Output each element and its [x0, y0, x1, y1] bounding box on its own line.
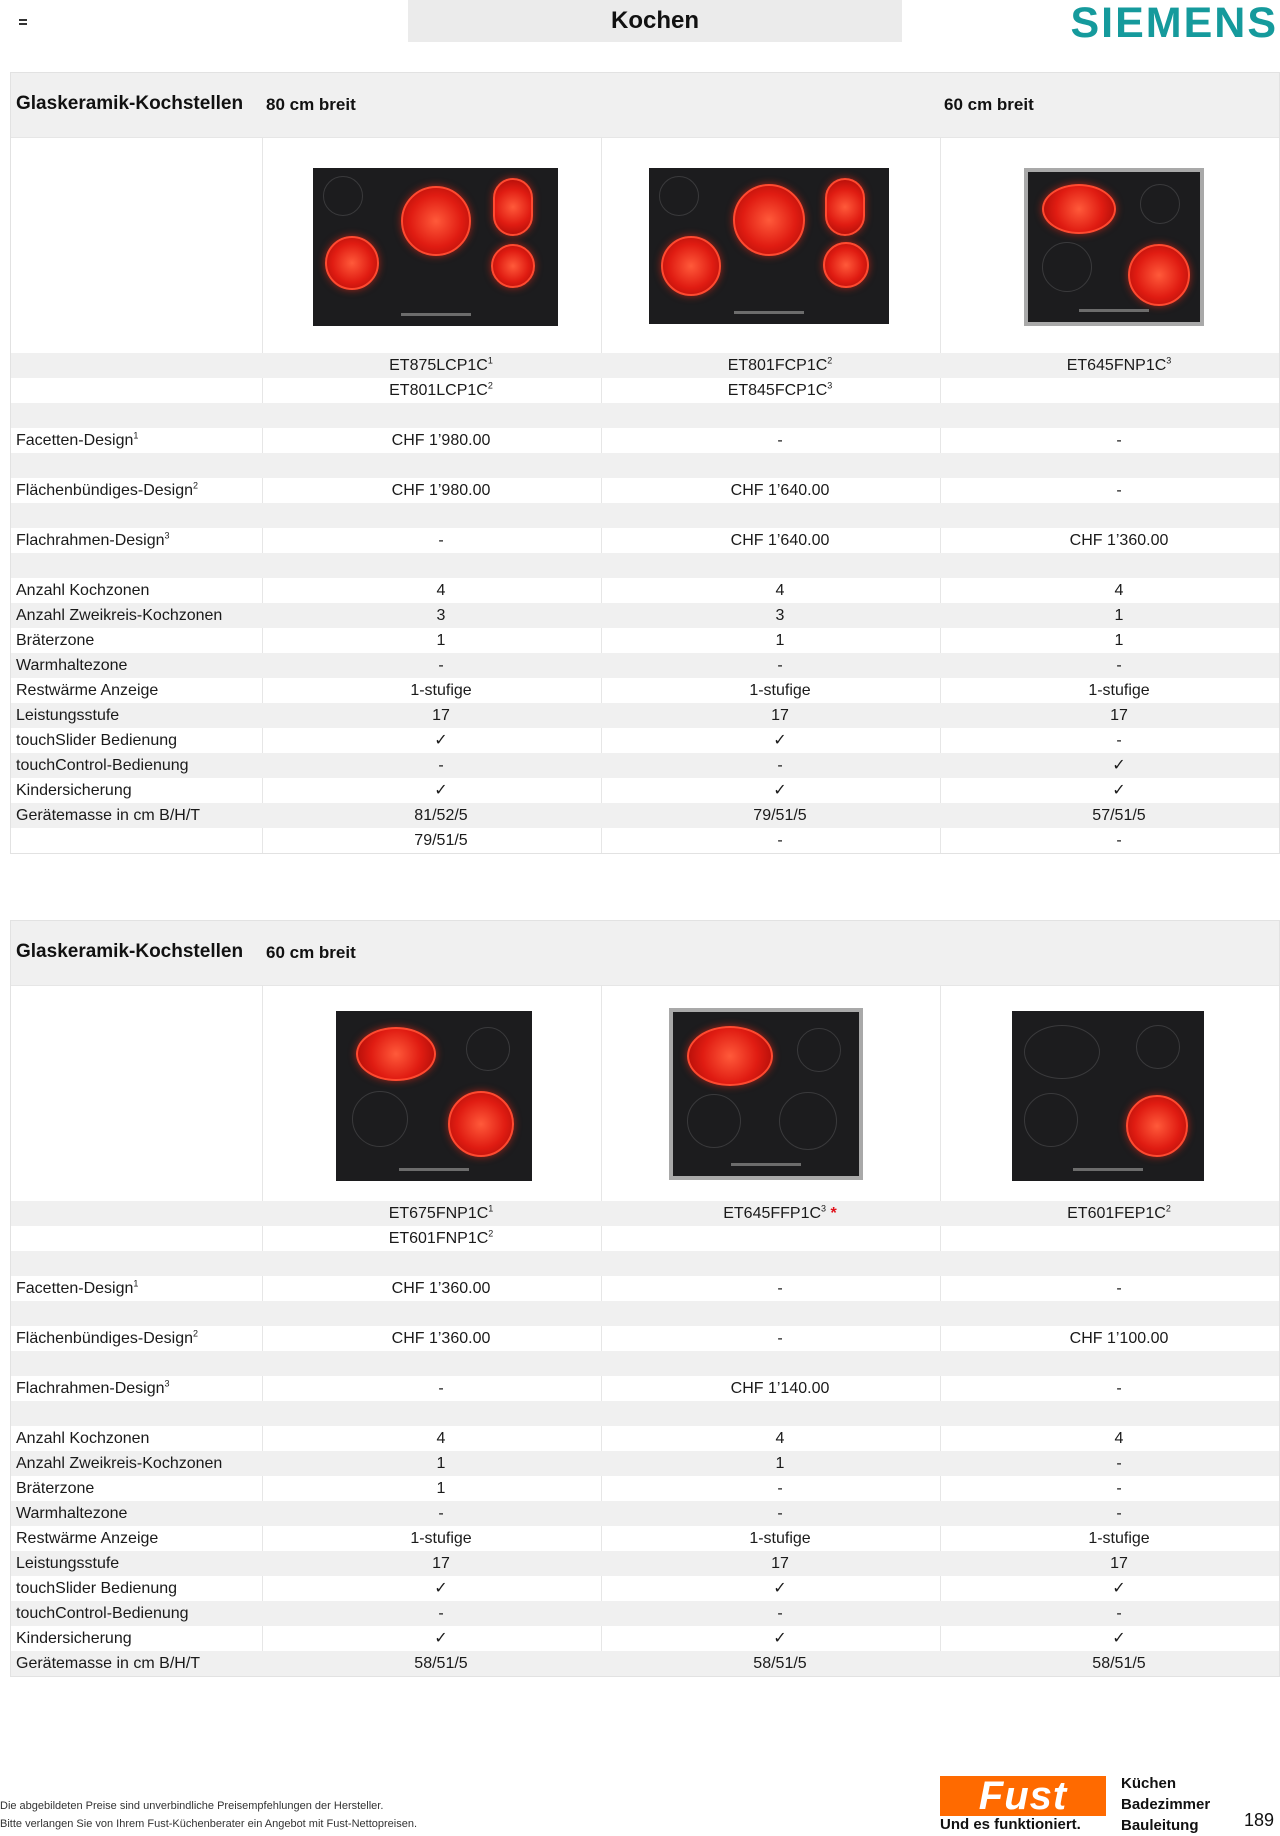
spec-row	[11, 753, 1279, 778]
spec-row	[11, 628, 1279, 653]
spec-row	[11, 1551, 1279, 1576]
price-row: Flachrahmen-Design$^3$ - CHF 1’640.00 CHF 1’360.00	[11, 528, 1279, 553]
spec-cell: -	[777, 1605, 783, 1622]
spec-cell: ✓	[1112, 782, 1126, 799]
service-item: Küchen	[1121, 1775, 1177, 1792]
spec-label: Bräterzone	[16, 632, 95, 649]
spec-cell: ✓	[434, 732, 448, 749]
price-cell: -	[777, 1280, 783, 1297]
spec-row	[11, 678, 1279, 703]
price-cell: -	[1116, 482, 1122, 499]
spec-row	[11, 603, 1279, 628]
price-label: Flachrahmen-Design	[16, 1380, 165, 1397]
section-title: Kochen	[408, 0, 902, 42]
price-row: Flächenbündiges-Design$^2$ CHF 1’360.00 - CHF 1’100.00	[11, 1326, 1279, 1351]
page-number: 189	[1243, 1810, 1274, 1830]
spec-cell: ✓	[434, 1630, 448, 1647]
product-images	[11, 137, 1279, 353]
price-row: Facetten-Design$^1$ CHF 1’360.00 - -	[11, 1276, 1279, 1301]
spec-label: Anzahl Kochzonen	[16, 1430, 150, 1447]
price-cell: CHF 1’360.00	[391, 1280, 491, 1297]
price-cell: -	[1116, 1380, 1122, 1397]
spec-label: touchSlider Bedienung	[16, 1580, 178, 1597]
table-header	[11, 73, 1279, 137]
spec-cell: 17	[1110, 707, 1128, 724]
model-name: ET845FCP1C	[727, 382, 828, 399]
cooktop-image-et645fnp1c	[1024, 168, 1204, 326]
spec-label: Gerätemasse in cm B/H/T	[16, 807, 201, 824]
spec-row	[11, 828, 1279, 853]
spec-cell: 1	[775, 632, 785, 649]
price-row: Flächenbündiges-Design$^2$ CHF 1’980.00 CHF 1’640.00 -	[11, 478, 1279, 503]
width-label-60: 60 cm breit	[944, 95, 1034, 114]
spec-cell: -	[777, 657, 783, 674]
price-cell: -	[438, 1380, 444, 1397]
spec-cell: 4	[1114, 1430, 1124, 1447]
spec-cell: -	[1116, 1505, 1122, 1522]
spec-cell: 1	[1114, 632, 1124, 649]
price-label: Flachrahmen-Design	[16, 532, 165, 549]
model-row: $ET675FNP1C^1$ $ET645FFP1C^3$ * $ET601FEP1C^2$	[11, 1201, 1279, 1226]
spec-cell: 4	[1114, 582, 1124, 599]
price-cell: CHF 1’360.00	[391, 1330, 491, 1347]
spec-cell: -	[1116, 1480, 1122, 1497]
spec-row	[11, 778, 1279, 803]
spec-row	[11, 1426, 1279, 1451]
price-row: Flachrahmen-Design$^3$ - CHF 1’140.00 -	[11, 1376, 1279, 1401]
spec-cell: -	[1116, 1455, 1122, 1472]
spec-label: Warmhaltezone	[16, 657, 128, 674]
spec-cell: 3	[775, 607, 785, 624]
fust-slogan: Und es funktioniert.	[940, 1816, 1081, 1833]
spec-label: Kindersicherung	[16, 1630, 132, 1647]
spec-label: Gerätemasse in cm B/H/T	[16, 1655, 201, 1672]
model-name: ET601FNP1C	[388, 1230, 489, 1247]
spec-row	[11, 803, 1279, 828]
spec-cell: -	[1116, 832, 1122, 849]
model-name: ET675FNP1C	[388, 1205, 489, 1222]
spec-cell: 17	[432, 707, 450, 724]
spec-row	[11, 1601, 1279, 1626]
spec-cell: 1	[436, 1455, 446, 1472]
spec-cell: 17	[432, 1555, 450, 1572]
spec-cell: 1-stufige	[1088, 682, 1150, 699]
spec-cell: 1-stufige	[410, 682, 472, 699]
cooktop-image-et601fep1c	[1012, 1011, 1204, 1181]
table-header	[11, 921, 1279, 985]
spec-cell: -	[777, 832, 783, 849]
spec-label: Warmhaltezone	[16, 1505, 128, 1522]
spec-cell: 81/52/5	[414, 807, 468, 824]
spec-label: Leistungsstufe	[16, 707, 120, 724]
spec-cell: ✓	[434, 782, 448, 799]
spec-cell: -	[438, 657, 444, 674]
spec-cell: 1	[1114, 607, 1124, 624]
spec-row	[11, 1476, 1279, 1501]
spec-cell: 58/51/5	[414, 1655, 468, 1672]
cooktop-image-et875lcp1c	[313, 168, 558, 326]
spec-label: Anzahl Zweikreis-Kochzonen	[16, 607, 223, 624]
price-cell: CHF 1’640.00	[730, 532, 830, 549]
table-title: Glaskeramik-Kochstellen	[16, 93, 244, 114]
spec-cell: 4	[436, 582, 446, 599]
cooktop-image-et645ffp1c	[669, 1008, 863, 1180]
spec-cell: 1-stufige	[410, 1530, 472, 1547]
disclaimer-line-1: Die abgebildeten Preise sind unverbindliche Preisempfehlungen der Hersteller.	[0, 1800, 384, 1812]
spec-cell: ✓	[773, 782, 787, 799]
spec-cell: ✓	[434, 1580, 448, 1597]
model-name: ET801FCP1C	[727, 357, 828, 374]
spec-cell: 1	[436, 1480, 446, 1497]
price-cell: CHF 1’640.00	[730, 482, 830, 499]
fust-logo[interactable]	[940, 1776, 1106, 1834]
cooktop-image-et801fcp1c	[649, 168, 889, 324]
model-row-2: $ET601FNP1C^2$	[388, 1228, 494, 1247]
product-table-2	[10, 920, 1280, 1677]
width-label-80: 80 cm breit	[266, 95, 356, 114]
spec-label: Bräterzone	[16, 1480, 95, 1497]
price-cell: -	[777, 432, 783, 449]
spec-label: Anzahl Kochzonen	[16, 582, 150, 599]
cooktop-image-et675fnp1c	[336, 1011, 532, 1181]
spec-row	[11, 728, 1279, 753]
spec-label: Kindersicherung	[16, 782, 132, 799]
spec-cell: -	[438, 757, 444, 774]
spec-label: Anzahl Zweikreis-Kochzonen	[16, 1455, 223, 1472]
price-cell: -	[438, 532, 444, 549]
spec-cell: -	[1116, 732, 1122, 749]
spec-cell: 17	[771, 1555, 789, 1572]
spec-cell: 79/51/5	[753, 807, 807, 824]
spec-cell: 1-stufige	[1088, 1530, 1150, 1547]
width-label-60: 60 cm breit	[266, 943, 356, 962]
spec-label: touchControl-Bedienung	[16, 1605, 189, 1622]
model-row: $ET875LCP1C^1$ $ET801FCP1C^2$ $ET645FNP1C^3$	[11, 353, 1279, 378]
price-cell: CHF 1’360.00	[1069, 532, 1169, 549]
fust-services	[1121, 1773, 1210, 1836]
model-name: ET601FEP1C	[1067, 1205, 1166, 1222]
service-item: Bauleitung	[1121, 1817, 1199, 1834]
spec-cell: ✓	[773, 732, 787, 749]
spec-cell: 17	[1110, 1555, 1128, 1572]
table-title: Glaskeramik-Kochstellen	[16, 941, 244, 962]
spec-label: touchSlider Bedienung	[16, 732, 178, 749]
spec-label: Leistungsstufe	[16, 1555, 120, 1572]
price-cell: -	[1116, 1280, 1122, 1297]
spec-cell: ✓	[1112, 1630, 1126, 1647]
spec-cell: -	[1116, 657, 1122, 674]
price-label: Flächenbündiges-Design	[16, 482, 193, 499]
model-name: ET875LCP1C	[389, 357, 488, 374]
spec-cell: 4	[775, 582, 785, 599]
siemens-logo: SIEMENS	[1070, 0, 1278, 47]
product-images	[11, 985, 1279, 1201]
spec-cell: ✓	[1112, 757, 1126, 774]
spec-row	[11, 578, 1279, 603]
star-icon: *	[830, 1205, 837, 1222]
fust-logo-word: Fust	[940, 1776, 1106, 1816]
product-table-1	[10, 72, 1280, 854]
spec-cell: 1	[436, 632, 446, 649]
spec-cell: ✓	[1112, 1580, 1126, 1597]
spec-cell: ✓	[773, 1630, 787, 1647]
spec-cell: -	[777, 757, 783, 774]
spec-cell: 1-stufige	[749, 1530, 811, 1547]
spec-row	[11, 1526, 1279, 1551]
spec-cell: 58/51/5	[1092, 1655, 1146, 1672]
spec-cell: 17	[771, 707, 789, 724]
disclaimer-line-2: Bitte verlangen Sie von Ihrem Fust-Küchenberater ein Angebot mit Fust-Nettopreisen.	[0, 1818, 417, 1830]
spec-label: Restwärme Anzeige	[16, 682, 159, 699]
price-label: Facetten-Design	[16, 432, 134, 449]
model-name: ET801LCP1C	[389, 382, 488, 399]
spec-cell: 1	[775, 1455, 785, 1472]
price-cell: -	[1116, 432, 1122, 449]
spec-cell: 58/51/5	[753, 1655, 807, 1672]
price-label: Facetten-Design	[16, 1280, 134, 1297]
spec-label: Restwärme Anzeige	[16, 1530, 159, 1547]
spec-cell: -	[438, 1505, 444, 1522]
price-cell: CHF 1’980.00	[391, 482, 491, 499]
spec-cell: 4	[775, 1430, 785, 1447]
spec-row	[11, 653, 1279, 678]
spec-cell: -	[438, 1605, 444, 1622]
model-name: ET645FFP1C	[723, 1205, 822, 1222]
spec-row	[11, 1576, 1279, 1601]
spec-cell: -	[1116, 1605, 1122, 1622]
spec-cell: 3	[436, 607, 446, 624]
spec-cell: 79/51/5	[414, 832, 468, 849]
model-row-2: $ET801LCP1C^2$ $ET845FCP1C^3$	[389, 380, 833, 399]
spec-cell: 57/51/5	[1092, 807, 1146, 824]
spec-cell: 4	[436, 1430, 446, 1447]
spec-row	[11, 1451, 1279, 1476]
spec-cell: -	[777, 1505, 783, 1522]
price-cell: CHF 1’980.00	[391, 432, 491, 449]
spec-row	[11, 1626, 1279, 1651]
price-cell: -	[777, 1330, 783, 1347]
spec-cell: -	[777, 1480, 783, 1497]
spec-cell: ✓	[773, 1580, 787, 1597]
spec-row	[11, 1501, 1279, 1526]
spec-cell: 1-stufige	[749, 682, 811, 699]
price-row: Facetten-Design$^1$ CHF 1’980.00 - -	[11, 428, 1279, 453]
model-name: ET645FNP1C	[1066, 357, 1167, 374]
price-cell: CHF 1’100.00	[1069, 1330, 1169, 1347]
price-label: Flächenbündiges-Design	[16, 1330, 193, 1347]
service-item: Badezimmer	[1121, 1796, 1211, 1813]
spec-label: touchControl-Bedienung	[16, 757, 189, 774]
menu-icon[interactable]	[19, 19, 27, 25]
price-cell: CHF 1’140.00	[730, 1380, 830, 1397]
spec-row	[11, 703, 1279, 728]
spec-row	[11, 1651, 1279, 1676]
